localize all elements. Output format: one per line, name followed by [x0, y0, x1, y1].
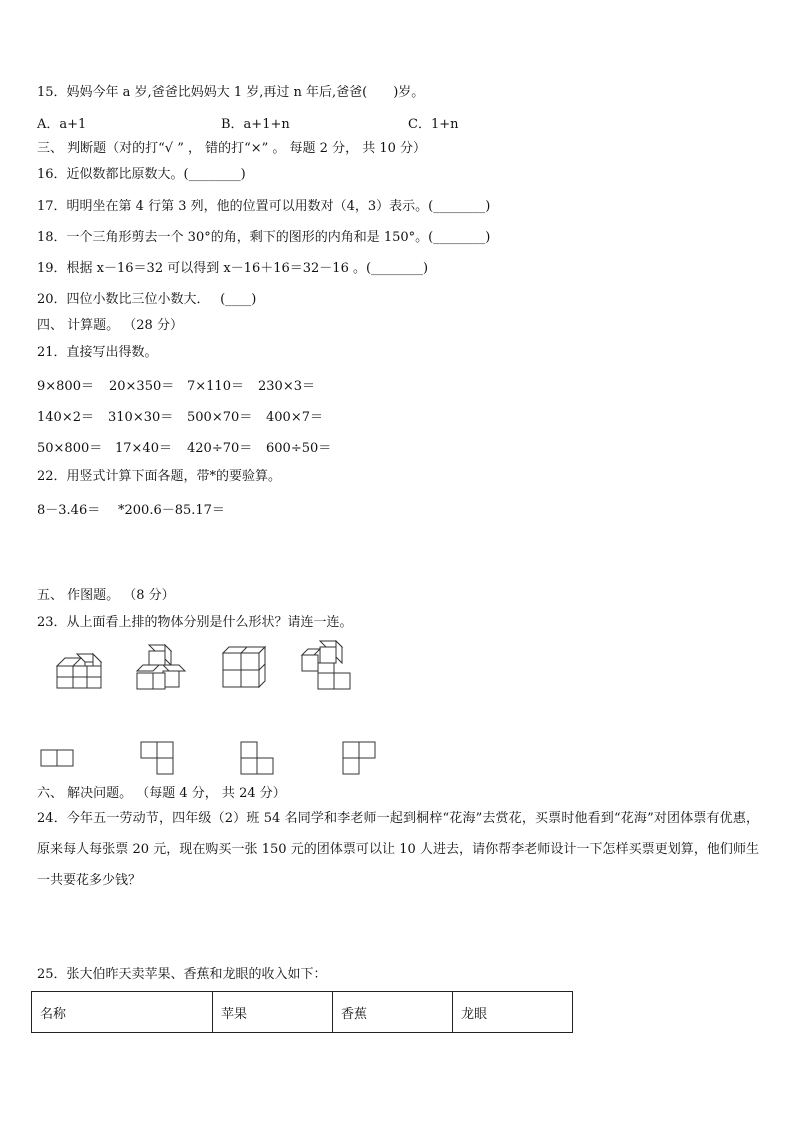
- question-25-title: 25．张大伯昨天卖苹果、香蕉和龙眼的收入如下：: [37, 967, 327, 982]
- cube-figure-3[interactable]: [219, 645, 269, 691]
- vertical-calc-item: *200.6－85.17＝: [118, 503, 225, 518]
- section-6-heading: 六、 解决问题。 （每题 4 分， 共 24 分）: [37, 786, 286, 801]
- question-23-title: 23．从上面看上排的物体分别是什么形状？请连一连。: [37, 615, 353, 630]
- option-a[interactable]: A．a+1: [37, 117, 87, 132]
- table-header-cell: 龙眼: [453, 992, 573, 1033]
- calc-item: 310×30＝: [108, 410, 174, 425]
- top-view-shape-3[interactable]: [240, 741, 278, 777]
- calc-item: 400×7＝: [266, 410, 323, 425]
- cube-figure-4[interactable]: [300, 639, 354, 693]
- calc-item: 20×350＝: [109, 379, 175, 394]
- calc-item: 600÷50＝: [266, 441, 332, 456]
- option-b[interactable]: B．a+1+n: [221, 117, 290, 132]
- question-22-items: [37, 499, 737, 517]
- table-header-cell: 名称: [32, 992, 213, 1033]
- question-22-title: 22．用竖式计算下面各题，带*的要验算。: [37, 469, 282, 484]
- calc-item: 50×800＝: [37, 441, 103, 456]
- table-header-cell: 香蕉: [333, 992, 453, 1033]
- table-header-cell: 苹果: [213, 992, 333, 1033]
- income-table: [31, 991, 573, 1033]
- question-17: 17．明明坐在第 4 行第 3 列，他的位置可以用数对（4，3）表示。(________): [37, 199, 491, 214]
- cube-figure-1[interactable]: [55, 652, 105, 692]
- calc-row-2: [37, 406, 737, 424]
- question-15-options: [37, 113, 737, 131]
- calc-item: 9×800＝: [37, 379, 94, 394]
- calc-item: 420÷70＝: [187, 441, 253, 456]
- question-18: 18．一个三角形剪去一个 30°的角，剩下的图形的内角和是 150°。(________): [37, 230, 491, 245]
- calc-row-3: [37, 437, 737, 455]
- calc-item: 500×70＝: [187, 410, 253, 425]
- table-row: [32, 992, 573, 1033]
- calc-item: 7×110＝: [187, 379, 244, 394]
- calc-row-1: [37, 375, 737, 393]
- section-4-heading: 四、 计算题。 （28 分）: [37, 318, 183, 333]
- calc-item: 17×40＝: [115, 441, 172, 456]
- cube-figure-2[interactable]: [135, 643, 187, 693]
- question-19: 19．根据 x－16＝32 可以得到 x－16＋16＝32－16 。(________): [37, 261, 429, 276]
- section-5-heading: 五、 作图题。 （8 分）: [37, 588, 175, 603]
- top-view-shape-4[interactable]: [342, 741, 380, 777]
- question-20: 20．四位小数比三位小数大． (____): [37, 292, 257, 307]
- top-view-shape-2[interactable]: [140, 741, 178, 777]
- section-3-heading: 三、 判断题（对的打“√ ” ， 错的打“×” 。 每题 2 分， 共 10 分）: [37, 141, 427, 156]
- calc-item: 230×3＝: [258, 379, 315, 394]
- question-15: 15．妈妈今年 a 岁,爸爸比妈妈大 1 岁,再过 n 年后,爸爸( )岁。: [37, 85, 425, 100]
- question-24: 24．今年五一劳动节，四年级（2）班 54 名同学和李老师一起到桐梓“花海”去赏花，买票时他看到“花海”对团体票有优惠，原来每人每张票 20 元，现在购买一张 150 元的团体票可以让 10 人进去，请你帮李老师设计一下怎样买票更划算，他们师生一共要花多少钱？: [37, 811, 759, 888]
- question-16: 16．近似数都比原数大。(________): [37, 167, 246, 182]
- vertical-calc-item: 8－3.46＝: [37, 503, 101, 518]
- option-c[interactable]: C．1+n: [408, 117, 459, 132]
- calc-item: 140×2＝: [37, 410, 94, 425]
- top-view-shape-1[interactable]: [40, 749, 76, 769]
- question-21-title: 21．直接写出得数。: [37, 345, 158, 360]
